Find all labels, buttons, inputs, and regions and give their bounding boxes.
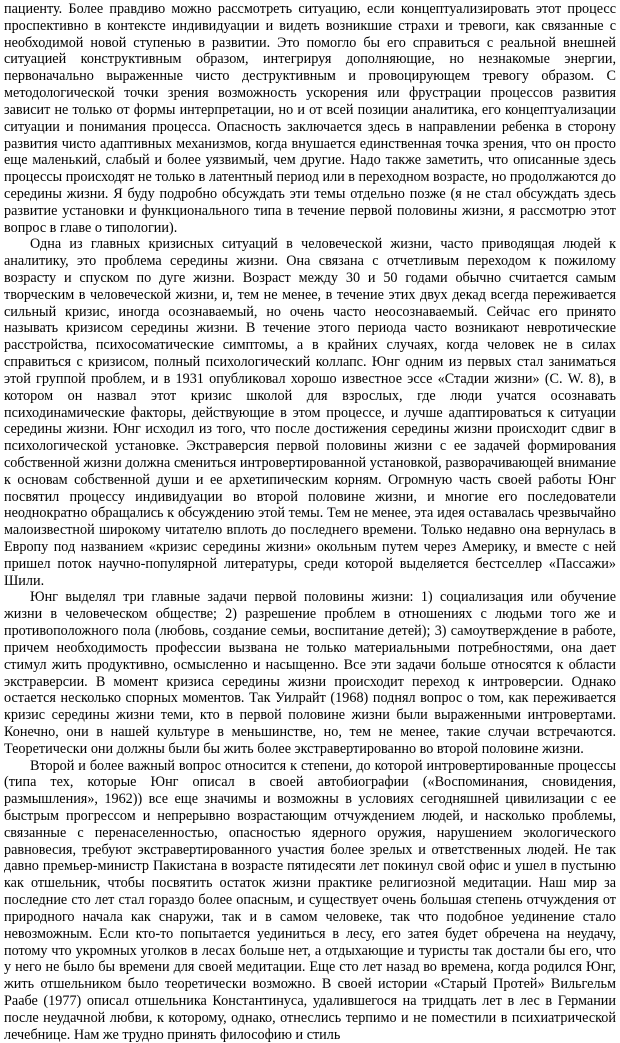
paragraph-first-half-tasks: Юнг выделял три главные задачи первой половины жизни: 1) социализация или обучение жизни в человеческом обществе; 2) разрешение проблем в отношениях с людьми того же и противоположного пола (любовь, создание семьи, воспитание детей); 3) самоутверждение в работе, причем необходимость профессии вызвана не только материальными потребностями, она дает стимул жить продуктивно, осмысленно и насыщенно. Все эти задачи больше относятся к области экстраверсии. В момент кризиса середины жизни происходит переход к интроверсии. Однако остается несколько спорных моментов. Так Уилрайт (1968) поднял вопрос о том, как переживается кризис середины жизни теми, кто в первой половине жизни были выраженными интровертами. Конечно, они в нашей культуре в меньшинстве, но, тем не менее, такие случаи встречаются. Теоретически они должны были бы жить более экстравертированно во второй половине жизни. — [4, 589, 616, 757]
paragraph-introverted-processes: Второй и более важный вопрос относится к степени, до которой интровертированные процессы (типа тех, которые Юнг описал в своей автобиографии («Воспоминания, сновидения, размышления», 1962)) все еще значимы и возможны в условиях сегодняшней цивилизации с ее быстрым прогрессом и непрерывно возрастающим отчуждением людей, и насколько проблемы, связанные с перенаселенностью, опасностью ядерного оружия, нарушением экологического равновесия, требуют экстравертированного участия более зрелых и ответственных людей. Не так давно премьер-министр Пакистана в возрасте пятидесяти лет покинул свой офис и ушел в пустыню как отшельник, чтобы посвятить остаток жизни практике религиозной медитации. Наш мир за последние сто лет стал гораздо более опасным, и существует очень большая степень отчуждения от природного начала как снаружи, так и в самом человеке, так что подобное уединение стало невозможным. Если кто-то попытается уединиться в лесу, его затея будет обречена на неудачу, потому что укромных уголков в лесах больше нет, а отдыхающие и туристы так достали бы его, что у него не было бы времени для своей медитации. Еще сто лет назад во времена, когда родился Юнг, жить отшельником было теоретически возможно. В своей истории «Старый Протей» Вильгельм Раабе (1977) описал отшельника Константинуса, удалившегося на тридцать лет в лес в Германии после неудачной любви, к которому, однако, отнеслись терпимо и не поместили в психиатрической лечебнице. Нам же трудно принять философию и стиль — [4, 757, 616, 1043]
paragraph-continued: пациенту. Более правдиво можно рассмотреть ситуацию, если концептуализировать этот процесс проспективно в контексте индивидуации и видеть возникшие страхи и тревоги, как связанные с необходимой новой ступенью в развитии. Это помогло бы его справиться с реальной внешней ситуацией конструктивным образом, интегрируя дополняющие, но незнакомые энергии, первоначально выраженные чисто деструктивным и провоцирующем тревогу образом. С методологической точки зрения возможность ускорения или фрустрации процессов развития зависит не только от формы интерпретации, но и от всей позиции аналитика, его концептуализации ситуации и понимания процесса. Опасность заключается здесь в направлении ребенка в сторону развития чисто адаптивных механизмов, когда внушается единственная точка зрения, что он просто еще маленький, слабый и более уязвимый, чем другие. Надо также заметить, что описанные здесь процессы происходят не только в латентный период или в переходном возрасте, но продолжаются до середины жизни. Я буду подробно обсуждать эти темы отдельно позже (я не стал обсуждать здесь развитие установки и функционального типа в течение первой половины жизни, я рассмотрю этот вопрос в главе о типологии). — [4, 1, 616, 236]
paragraph-midlife-crisis: Одна из главных кризисных ситуаций в человеческой жизни, часто приводящая людей к аналитику, это проблема середины жизни. Она связана с отчетливым переходом к пожилому возрасту и спуском по дуге жизни. Возраст между 30 и 50 годами обычно считается самым творческим в человеческой жизни, и, тем не менее, в течение этих двух декад всегда переживается сильный кризис, иногда осознаваемый, но очень часто неосознаваемый. Сейчас его принято называть кризисом середины жизни. В течение этого периода часто возникают невротические расстройства, психосоматические симптомы, а в крайних случаях, когда человек не в силах справиться с кризисом, полный психологический коллапс. Юнг одним из первых стал заниматься этой группой проблем, и в 1931 опубликовал хорошо известное эссе «Стадии жизни» (С. W. 8), в котором он назвал этот кризис школой для взрослых, где люди учатся осознавать психодинамические факторы, действующие в этом процессе, и лучше адаптироваться к ситуации середины жизни. Юнг исходил из того, что после достижения середины жизни происходит сдвиг в психологической установке. Экстраверсия первой половины жизни с ее задачей формирования собственной жизни должна смениться интровертированной установкой, разворачивающей внимание к основам собственной души и ее архетипическим корням. Огромную часть своей работы Юнг посвятил процессу индивидуации во второй половине жизни, и многие его последователи неоднократно обращались к обсуждению этой темы. Тем не менее, эта идея оставалась чрезвычайно малоизвестной широкому читателю вплоть до последнего времени. Только недавно она вернулась в Европу под названием «кризис середины жизни» окольным путем через Америку, и вместе с ней пришел поток научно-популярной литературы, среди которой выделяется бестселлер «Пассажи» Шили. — [4, 236, 616, 589]
